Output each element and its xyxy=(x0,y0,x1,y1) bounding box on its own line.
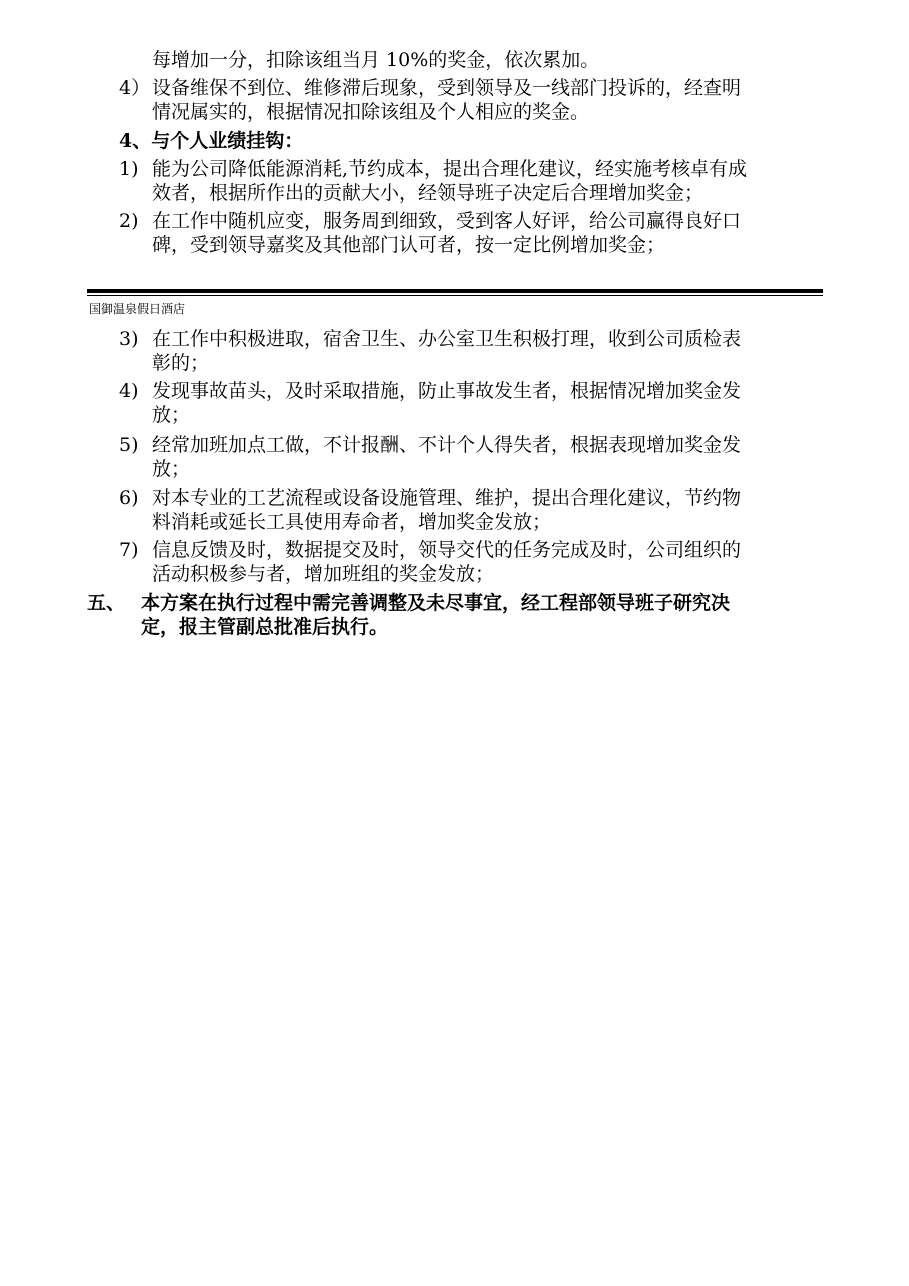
item-number: 1) xyxy=(119,158,139,180)
section-text-line: 定，报主管副总批准后执行。 xyxy=(141,616,389,638)
item-number: 2) xyxy=(119,210,139,232)
item-text-line: 在工作中随机应变，服务周到细致，受到客人好评，给公司赢得良好口 xyxy=(152,210,742,232)
item-text-line: 放； xyxy=(152,404,191,426)
item-number: 3) xyxy=(119,328,139,350)
item-number: 6) xyxy=(119,487,139,509)
item-text-line: 对本专业的工艺流程或设备设施管理、维护，提出合理化建议，节约物 xyxy=(152,487,742,509)
item-text-line: 放； xyxy=(152,458,191,480)
section-text-line: 本方案在执行过程中需完善调整及未尽事宜，经工程部领导班子研究决 xyxy=(141,592,731,614)
item-text-line: 料消耗或延长工具使用寿命者，增加奖金发放； xyxy=(152,511,552,533)
continuation-line: 每增加一分，扣除该组当月 10%的奖金，依次累加。 xyxy=(152,49,600,71)
item-number: 4） xyxy=(119,77,151,99)
item-text-line: 经常加班加点工做，不计报酬、不计个人得失者，根据表现增加奖金发 xyxy=(152,434,742,456)
item-text-line: 发现事故苗头，及时采取措施，防止事故发生者，根据情况增加奖金发 xyxy=(152,380,742,402)
item-number: 5) xyxy=(119,434,139,456)
item-text-line: 信息反馈及时，数据提交及时，领导交代的任务完成及时，公司组织的 xyxy=(152,539,742,561)
item-number: 4) xyxy=(119,380,139,402)
section-number: 五、 xyxy=(87,592,126,614)
item-text-line: 在工作中积极进取，宿舍卫生、办公室卫生积极打理，收到公司质检表 xyxy=(152,328,742,350)
item-text-line: 碑，受到领导嘉奖及其他部门认可者，按一定比例增加奖金； xyxy=(152,234,666,256)
item-number: 7) xyxy=(119,539,139,561)
page-break-rule-thick xyxy=(87,289,823,293)
item-text-line: 彰的； xyxy=(152,352,210,374)
item-text-line: 能为公司降低能源消耗,节约成本，提出合理化建议，经实施考核卓有成 xyxy=(152,158,748,180)
item-text-line: 设备维保不到位、维修滞后现象，受到领导及一线部门投诉的，经查明 xyxy=(152,77,742,99)
item-text-line: 情况属实的，根据情况扣除该组及个人相应的奖金。 xyxy=(152,101,590,123)
subheading: 4、与个人业绩挂钩： xyxy=(119,130,304,152)
item-text-line: 效者，根据所作出的贡献大小，经领导班子决定后合理增加奖金； xyxy=(152,182,704,204)
page-header-text: 国御温泉假日酒店 xyxy=(89,302,186,316)
item-text-line: 活动积极参与者，增加班组的奖金发放； xyxy=(152,563,495,585)
page-break-rule-thin xyxy=(87,295,823,296)
